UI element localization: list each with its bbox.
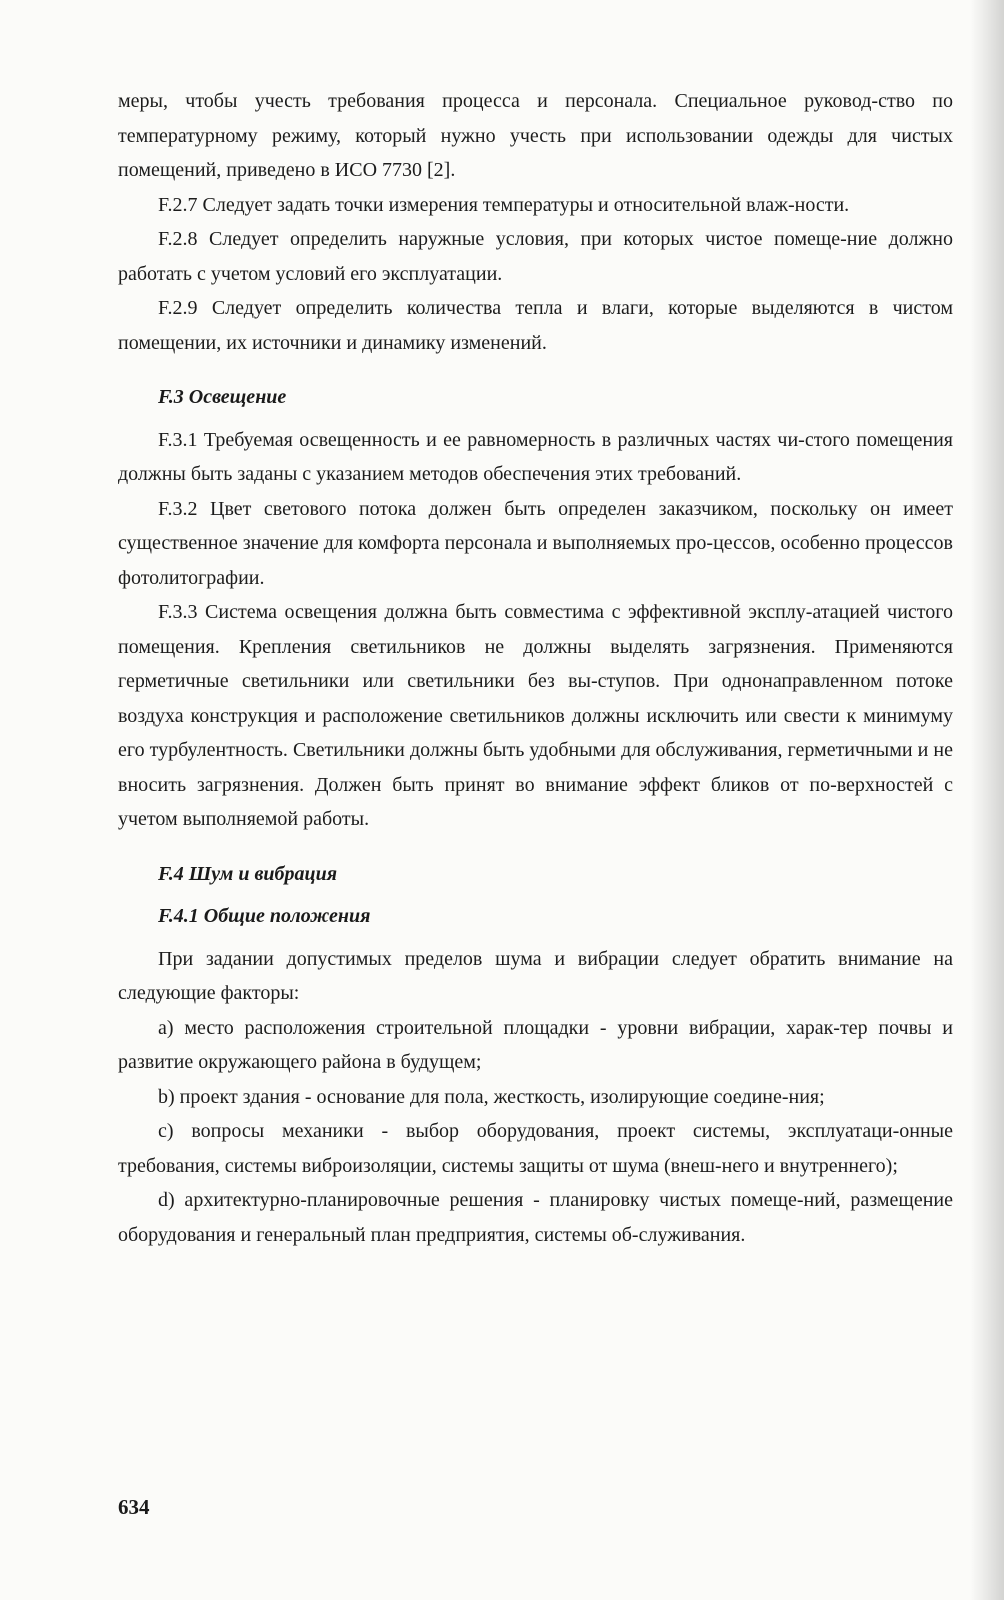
section-gap [118, 360, 953, 380]
list-item-a: a) место расположения строительной площадки - уровни вибрации, харак-тер почвы и развитие окружающего района в будущем; [118, 1016, 953, 1073]
list-item-c: c) вопросы механики - выбор оборудования, проект системы, эксплуатаци-онные требования, системы виброизоляции, системы защиты от шума (внеш-него и внутреннего); [118, 1120, 953, 1177]
page-edge-shadow [970, 0, 1004, 1600]
section-gap [118, 891, 953, 899]
section-gap [118, 415, 953, 423]
list-item-b: b) проект здания - основание для пола, жесткость, изолирующие соедине-ния; [158, 1085, 825, 1108]
paragraph-f-3-1: F.3.1 Требуемая освещенность и ее равномерность в различных частях чи-стого помещения должны быть заданы с указанием методов обеспечения этих требований. [118, 428, 953, 485]
paragraph-f-3-2: F.3.2 Цвет светового потока должен быть определен заказчиком, поскольку он имеет существенное значение для комфорта персонала и выполняемых про-цессов, особенно процессов фотолитографии. [118, 497, 953, 589]
paragraph-f-3-3: F.3.3 Система освещения должна быть совместима с эффективной эксплу-атацией чистого помещения. Крепления светильников не должны выделять загрязнения. Применяются герметичные светильники или светильники без вы-ступов. При однонаправленном потоке воздуха конструкция и расположение светильников должны исключить или свести к минимуму его турбулентность. Светильники должны быть удобными для обслуживания, герметичными и не вносить загрязнения. Должен быть принят во внимание эффект бликов от по-верхностей с учетом выполняемой работы. [118, 601, 953, 830]
list-item-d: d) архитектурно-планировочные решения - планировку чистых помеще-ний, размещение оборудования и генеральный план предприятия, системы об-служивания. [118, 1189, 953, 1246]
page-number: 634 [118, 1495, 150, 1519]
heading-f-3-lighting: F.3 Освещение [158, 386, 287, 408]
paragraph-continuation: меры, чтобы учесть требования процесса и персонала. Специальное руковод-ство по температурному режиму, который нужно учесть при использовании одежды для чистых помещений, приведено в ИСО 7730 [2]. [118, 90, 953, 181]
section-gap [118, 934, 953, 942]
paragraph-f-4-1-intro: При задании допустимых пределов шума и вибрации следует обратить внимание на следующие факторы: [118, 947, 953, 1004]
paragraph-f-2-9: F.2.9 Следует определить количества тепла и влаги, которые выделяются в чистом помещении, их источники и динамику изменений. [118, 297, 953, 354]
paragraph-f-2-8: F.2.8 Следует определить наружные условия, при которых чистое помеще-ние должно работать с учетом условий его эксплуатации. [118, 228, 953, 285]
heading-f-4-noise-vibration: F.4 Шум и вибрация [158, 862, 338, 885]
paragraph-f-2-7: F.2.7 Следует задать точки измерения температуры и относительной влаж-ности. [158, 193, 850, 216]
section-gap [118, 837, 953, 857]
heading-f-4-1-general: F.4.1 Общие положения [158, 905, 371, 927]
page-body [118, 84, 953, 1252]
